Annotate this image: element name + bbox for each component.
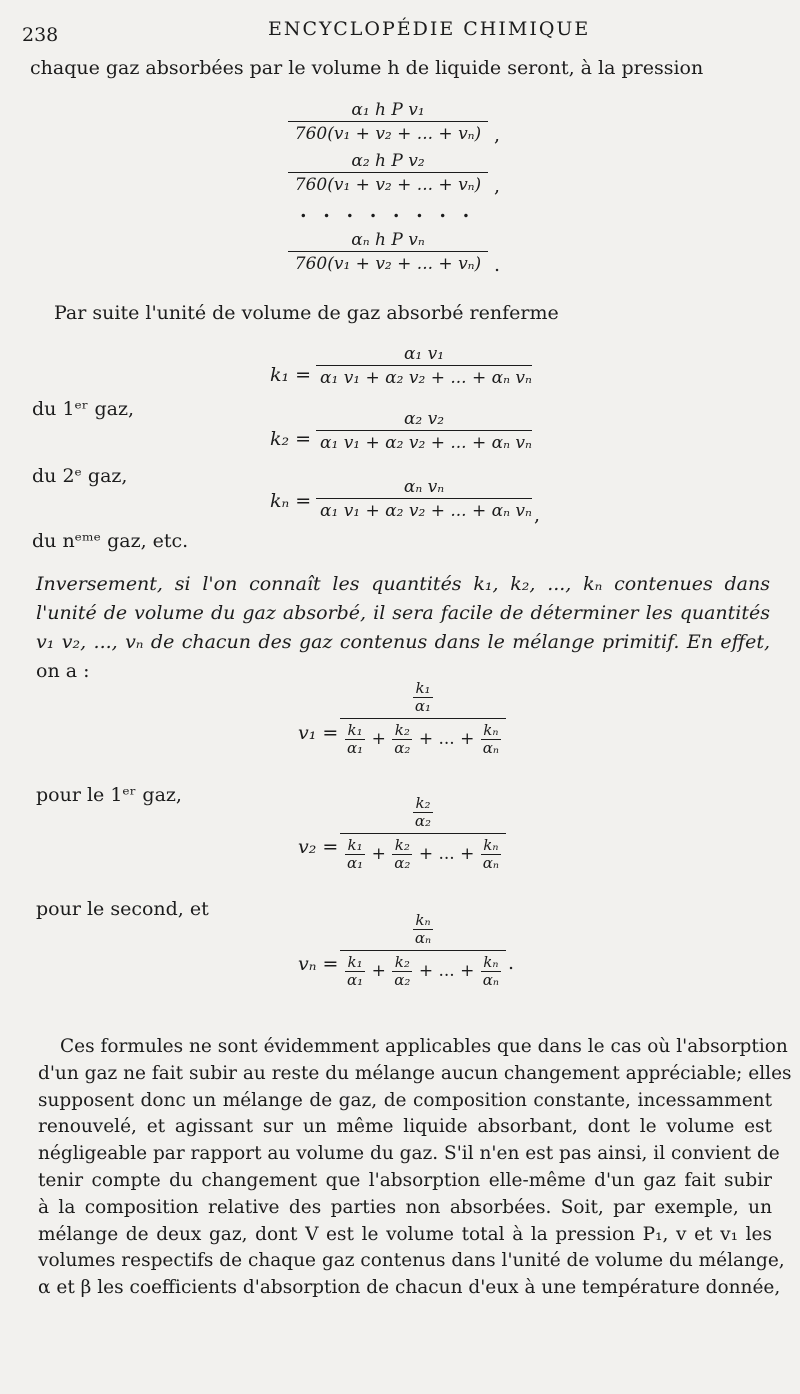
- fraction-denominator: α₁ v₁ + α₂ v₂ + ... + αₙ vₙ: [316, 430, 532, 453]
- punct: .: [508, 952, 515, 974]
- fraction-numerator: α₂ v₂: [403, 409, 445, 429]
- vn-lhs: vₙ =: [298, 953, 339, 975]
- inversement-paragraph: [36, 570, 770, 686]
- paragraph-line: Inversement, si l'on connaît les quantités k₁, k₂, ..., kₙ contenues dans: [36, 573, 770, 595]
- running-title: ENCYCLOPÉDIE CHIMIQUE: [268, 18, 591, 40]
- punct: ,: [494, 124, 501, 146]
- top-fraction: $\frac{\text{kₙ}}{\text{αₙ}}$: [414, 911, 432, 947]
- top-fraction: $\frac{\text{k₂}}{\text{α₂}}$: [414, 794, 432, 830]
- punct: ,: [534, 504, 541, 526]
- fraction-denominator: 760(v₁ + v₂ + ... + vₙ): [288, 251, 488, 274]
- page-number: 238: [22, 24, 59, 46]
- fraction-numerator: α₁ v₁: [403, 344, 445, 364]
- k2-caption: du 2ᵉ gaz,: [32, 465, 128, 487]
- fraction-denominator: 760(v₁ + v₂ + ... + vₙ): [288, 172, 488, 195]
- pressure-fraction-1: [288, 100, 488, 144]
- fraction-denominator: α₁ v₁ + α₂ v₂ + ... + αₙ vₙ: [316, 365, 532, 388]
- k1-fraction: [316, 344, 532, 388]
- paragraph-line: d'un gaz ne fait subir au reste du mélange aucun changement appréciable; elles: [38, 1062, 792, 1084]
- paragraph-line: v₁ v₂, ..., vₙ de chacun des gaz contenus dans le mélange primitif. En effet,: [36, 631, 770, 653]
- paragraph-line: l'unité de volume du gaz absorbé, il sera facile de déterminer les quantités: [36, 602, 770, 624]
- paragraph-line: on a :: [36, 660, 90, 682]
- v1-lhs: v₁ =: [298, 722, 339, 744]
- fraction-numerator: αₙ vₙ: [403, 477, 445, 497]
- intro-line: chaque gaz absorbées par le volume h de liquide seront, à la pression: [30, 57, 704, 79]
- vn-fraction: [340, 912, 506, 989]
- fraction-numerator: α₁ h P v₁: [351, 100, 425, 120]
- k2-fraction: [316, 409, 532, 453]
- denominator-sum: $\frac{\text{k₁}}{\text{α₁}}$ + $\frac{\text{k₂}}{\text{α₂}}$ + ... + $\frac{\text{kₙ}}{\text{αₙ}}$: [340, 718, 506, 757]
- paragraph-line: α et β les coefficients d'absorption de chacun d'eux à une température donnée,: [38, 1277, 781, 1299]
- punct: .: [494, 254, 501, 276]
- v1-fraction: [340, 680, 506, 757]
- paragraph-line: Ces formules ne sont évidemment applicables que dans le cas où l'absorption: [60, 1036, 788, 1057]
- pressure-fraction-2: [288, 151, 488, 195]
- denominator-sum: $\frac{\text{k₁}}{\text{α₁}}$ + $\frac{\text{k₂}}{\text{α₂}}$ + ... + $\frac{\text{kₙ}}{\text{αₙ}}$: [340, 833, 506, 872]
- fraction-numerator: α₂ h P v₂: [351, 151, 425, 171]
- kn-caption: du nᵉᵐᵉ gaz, etc.: [32, 530, 189, 552]
- final-paragraph: [38, 1034, 792, 1302]
- v1-caption: pour le 1ᵉʳ gaz,: [36, 784, 182, 806]
- paragraph-line: à la composition relative des parties non absorbées. Soit, par exemple, un: [38, 1196, 772, 1218]
- denominator-sum: $\frac{\text{k₁}}{\text{α₁}}$ + $\frac{\text{k₂}}{\text{α₂}}$ + ... + $\frac{\text{kₙ}}{\text{αₙ}}$: [340, 950, 506, 989]
- k1-caption: du 1ᵉʳ gaz,: [32, 398, 135, 420]
- kn-lhs: kₙ =: [270, 490, 312, 512]
- fraction-denominator: α₁ v₁ + α₂ v₂ + ... + αₙ vₙ: [316, 498, 532, 521]
- fraction-denominator: 760(v₁ + v₂ + ... + vₙ): [288, 121, 488, 144]
- punct: ,: [494, 175, 501, 197]
- k1-lhs: k₁ =: [270, 364, 312, 386]
- paragraph-line: volumes respectifs de chaque gaz contenus dans l'unité de volume du mélange,: [38, 1250, 785, 1272]
- paragraph-line: négligeable par rapport au volume du gaz. S'il n'en est pas ainsi, il convient de: [38, 1143, 780, 1165]
- kn-fraction: [316, 477, 532, 521]
- paragraph-line: supposent donc un mélange de gaz, de composition constante, incessamment: [38, 1089, 772, 1111]
- fraction-numerator: αₙ h P vₙ: [351, 230, 425, 250]
- v2-lhs: v₂ =: [298, 836, 339, 858]
- paragraph-line: tenir compte du changement que l'absorption elle-même d'un gaz fait subir: [38, 1169, 772, 1191]
- k2-lhs: k₂ =: [270, 428, 312, 450]
- top-fraction: $\frac{\text{k₁}}{\text{α₁}}$: [414, 679, 432, 715]
- ellipsis-row: . . . . . . . .: [300, 200, 475, 222]
- paragraph-line: mélange de deux gaz, dont V est le volume total à la pression P₁, v et v₁ les: [38, 1223, 772, 1245]
- paragraph-line: renouvelé, et agissant sur un même liquide absorbant, dont le volume est: [38, 1116, 772, 1138]
- par-suite-line: Par suite l'unité de volume de gaz absorbé renferme: [54, 302, 559, 324]
- pressure-fraction-3: [288, 230, 488, 274]
- v2-caption: pour le second, et: [36, 898, 209, 920]
- v2-fraction: [340, 795, 506, 872]
